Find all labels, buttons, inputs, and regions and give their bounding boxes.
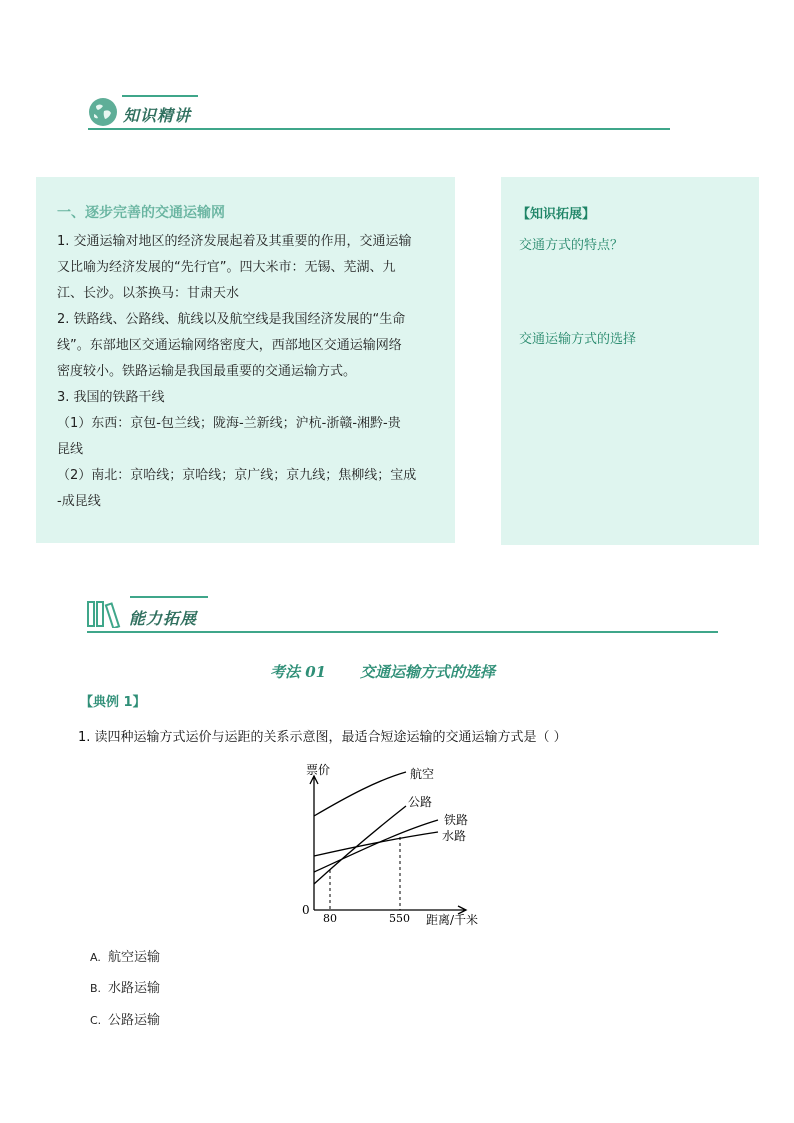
example-label: 【典例 1】 xyxy=(80,695,146,710)
knowledge-line: （2）南北：京哈线；京哈线；京广线；京九线；焦柳线；宝成 xyxy=(57,468,417,483)
knowledge-line: -成昆线 xyxy=(57,494,101,509)
method-title: 交通运输方式的选择 xyxy=(360,663,496,681)
knowledge-body xyxy=(57,229,449,515)
knowledge-box xyxy=(36,177,455,543)
option-letter: C. xyxy=(90,1014,102,1027)
origin-label: 0 xyxy=(302,903,310,917)
series-铁路 xyxy=(314,820,438,872)
x-axis-label: 距离/千米 xyxy=(426,913,479,927)
knowledge-line: 又比喻为经济发展的“先行官”。四大米市：无锡、芜湖、九 xyxy=(57,260,396,275)
series-label: 航空 xyxy=(410,767,435,781)
knowledge-line: 1. 交通运输对地区的经济发展起着及其重要的作用，交通运输 xyxy=(57,234,412,249)
extension-item: 交通方式的特点？ xyxy=(519,238,624,253)
section-header-accent xyxy=(122,95,198,97)
books-icon xyxy=(87,600,127,628)
y-axis-label: 票价 xyxy=(306,763,331,777)
option-letter: A. xyxy=(90,951,101,964)
section-title-knowledge: 知识精讲 xyxy=(123,106,192,125)
knowledge-line: 昆线 xyxy=(57,442,84,457)
x-tick-label: 550 xyxy=(389,912,410,925)
knowledge-line: 线”。东部地区交通运输网络密度大，西部地区交通运输网络 xyxy=(57,338,402,353)
section-divider xyxy=(87,631,718,633)
option-a[interactable] xyxy=(90,946,160,965)
section-title-ability: 能力拓展 xyxy=(129,609,198,628)
knowledge-line: 江、长沙。以茶换马：甘肃天水 xyxy=(57,286,240,301)
question-text: 1. 读四种运输方式运价与运距的关系示意图，最适合短途运输的交通运输方式是（ ） xyxy=(78,730,567,745)
knowledge-heading: 一、逐步完善的交通运输网 xyxy=(57,205,225,221)
series-label: 公路 xyxy=(408,795,433,809)
knowledge-line: 3. 我国的铁路干线 xyxy=(57,390,165,405)
x-tick-label: 80 xyxy=(323,912,337,925)
option-b[interactable] xyxy=(90,977,160,996)
series-公路 xyxy=(314,806,406,884)
method-label: 考法 01 xyxy=(270,663,327,681)
option-letter: B. xyxy=(90,982,102,995)
knowledge-line: （1）东西：京包-包兰线；陇海-兰新线；沪杭-浙赣-湘黔-贵 xyxy=(57,416,401,431)
series-航空 xyxy=(314,772,406,816)
option-c[interactable] xyxy=(90,1009,160,1028)
option-text: 航空运输 xyxy=(108,950,161,965)
price-distance-chart xyxy=(298,758,498,928)
globe-icon xyxy=(88,97,118,127)
option-text: 公路运输 xyxy=(108,1013,161,1028)
knowledge-line: 密度较小。铁路运输是我国最重要的交通运输方式。 xyxy=(57,364,357,379)
extension-heading: 【知识拓展】 xyxy=(517,207,596,222)
extension-box xyxy=(501,177,759,545)
section-divider xyxy=(88,128,670,130)
series-label: 铁路 xyxy=(444,813,469,827)
option-text: 水路运输 xyxy=(108,981,161,996)
knowledge-line: 2. 铁路线、公路线、航线以及航空线是我国经济发展的“生命 xyxy=(57,312,406,327)
series-label: 水路 xyxy=(442,829,467,843)
extension-item: 交通运输方式的选择 xyxy=(519,332,637,347)
section-header-accent xyxy=(130,596,208,598)
